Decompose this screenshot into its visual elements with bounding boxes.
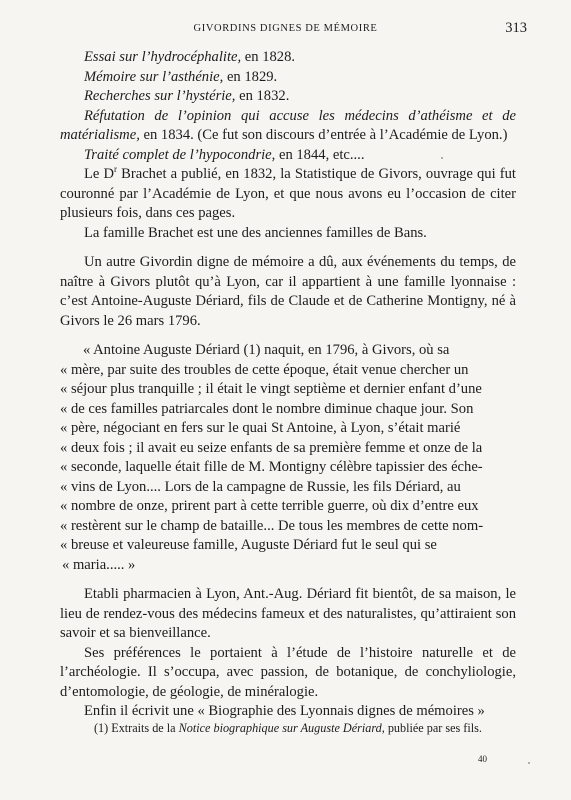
quote-line: « restèrent sur le champ de bataille... De tous les membres de cette nom- <box>60 517 484 534</box>
page-number: 313 <box>505 20 527 36</box>
running-header <box>0 20 571 41</box>
work-date: en 1828. <box>241 49 296 65</box>
work-title: Traité complet de l’hypocondrie, <box>84 146 276 163</box>
work-date: en 1832. <box>235 88 290 104</box>
work-item <box>60 68 516 88</box>
work-title: Mémoire sur l’asthénie, <box>84 68 224 85</box>
work-title: Réfutation de l’opinion qui accuse les médecins d’athéisme et de matérialisme, <box>60 107 516 143</box>
work-date: en 1829. <box>223 68 278 85</box>
paragraph-preferences: Ses préférences le portaient à l’étude de l’histoire naturelle et de l’archéologie. Il s’occupa, avec passion, de botanique, de conchyliologie, d’entomologie, de géologie, de minéralogie. <box>60 644 516 700</box>
work-item <box>60 87 516 107</box>
work-item <box>60 107 516 146</box>
footnote-title: Notice biographique sur Auguste Dériard, <box>178 721 385 735</box>
header-title: GIVORDINS DIGNES DE MÉMOIRE <box>193 23 378 34</box>
paragraph-brachet <box>60 165 516 224</box>
work-item <box>60 146 516 166</box>
quote-line: « breuse et valeureuse famille, Auguste Dériard fut le seul qui se <box>60 537 437 553</box>
quote-line: « de ces familles patriarcales dont le nombre diminue chaque jour. Son <box>60 400 474 417</box>
quote-line: « nombre de onze, prirent part à cette terrible guerre, où dix d’entre eux <box>60 498 479 514</box>
block-quote <box>60 341 516 575</box>
paragraph-famille: La famille Brachet est une des anciennes familles de Bans. <box>84 224 427 241</box>
paragraph-etabli: Etabli pharmacien à Lyon, Ant.-Aug. Dériard fit bientôt, de sa maison, le lieu de rendez-vous des médecins fameux et des naturalistes, qu’attiraient son savoir et sa bienveillance. <box>60 586 516 641</box>
paragraph-text: Le D <box>84 166 115 182</box>
quote-line: « seconde, laquelle était fille de M. Montigny célèbre tapissier des éche- <box>60 459 483 475</box>
paragraph-enfin: Enfin il écrivit une « Biographie des Lyonnais dignes de mémoires » <box>84 703 485 719</box>
footnote-text: publiée par ses fils. <box>384 721 482 735</box>
quote-line: « maria..... » <box>62 556 136 573</box>
work-date: en 1834. (Ce fut son discours d’entrée à l’Académie de Lyon.) <box>139 127 508 143</box>
work-title: Essai sur l’hydrocéphalite, <box>84 49 242 65</box>
superscript: r <box>114 164 118 175</box>
works-list <box>60 48 516 165</box>
quote-line: « père, négociant en fers sur le quai St Antoine, à Lyon, s’était marié <box>60 420 461 436</box>
work-item <box>60 48 516 68</box>
quote-line: « Antoine Auguste Dériard (1) naquit, en 1796, à Givors, où sa <box>83 342 450 358</box>
footnote <box>94 721 482 736</box>
signature-mark: 40 <box>478 754 487 764</box>
paragraph-autre: Un autre Givordin digne de mémoire a dû, aux événements du temps, de naître à Givors plutôt qu’à Lyon, car il appartient à une famille lyonnaise : c’est Antoine-Auguste Dériard, fils de Claude et de Catherine Montigny, né à Givors le 26 mars 1796. <box>60 254 516 329</box>
page-body <box>60 48 516 722</box>
quote-line: « vins de Lyon.... Lors de la campagne de Russie, les fils Dériard, au <box>60 478 461 495</box>
work-title: Recherches sur l’hystérie, <box>84 88 236 104</box>
quote-line: « deux fois ; il avait eu seize enfants de sa première femme et onze de la <box>60 439 483 456</box>
quote-line: « mère, par suite des troubles de cette époque, était venue chercher un <box>60 361 469 378</box>
work-date: en 1844, etc.... <box>275 146 365 163</box>
footnote-text: (1) Extraits de la <box>94 721 179 735</box>
paper-speck <box>528 762 530 764</box>
paragraph-text: Brachet a publié, en 1832, la Statistique de Givors, ouvrage qui fut couronné par l’Académie de Lyon, et que nous avons eu l’occasion de citer plusieurs fois, dans ces pages. <box>60 166 516 221</box>
quote-line: « séjour plus tranquille ; il était le vingt septième et dernier enfant d’une <box>60 381 482 397</box>
paper-speck <box>441 157 443 159</box>
